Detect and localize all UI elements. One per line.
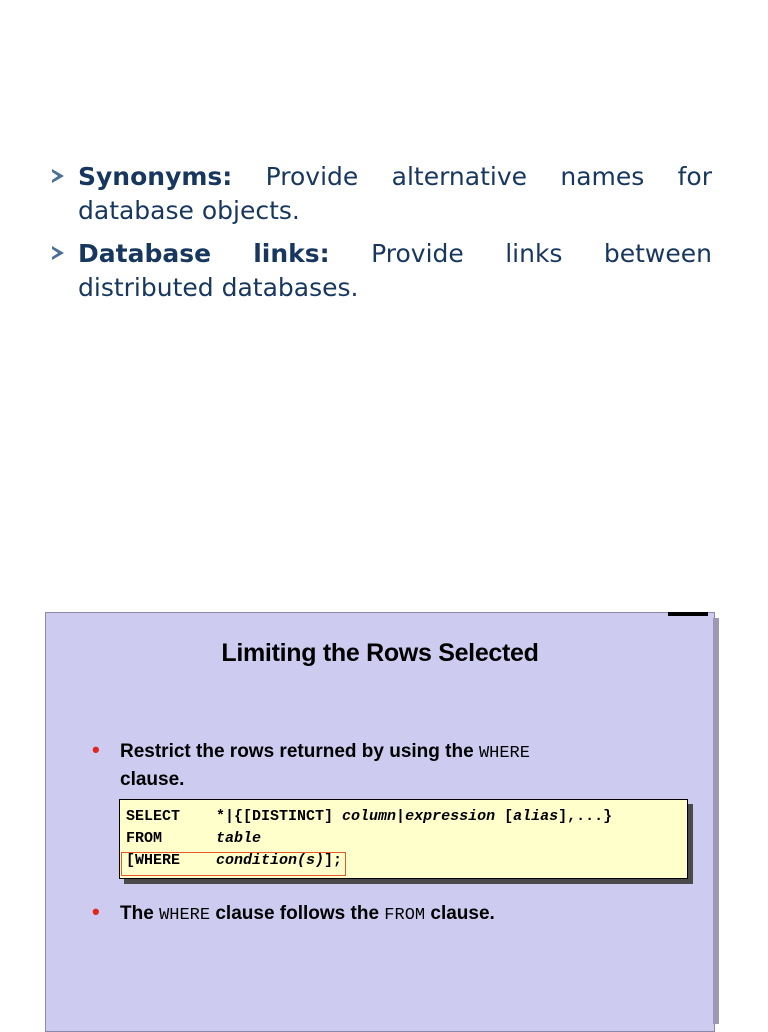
red-bullet-icon: • [92,737,100,762]
code-keyword: WHERE [478,744,530,763]
slide-bullet-where-follows: • The WHERE clause follows the FROM clause. [92,899,495,925]
code-keyword: FROM [384,906,426,925]
notes-list [50,160,712,314]
where-highlight-box [121,852,346,876]
code-line-where: [WHERE condition(s)]; [126,852,343,869]
slide-corner-tab [668,612,708,616]
term-description: Provide alternative names for database objects. [78,162,712,225]
list-item [50,237,712,305]
syntax-code-box [119,799,688,879]
code-line-from: FROM table [126,830,262,847]
term-synonyms: Synonyms: [78,162,233,191]
red-bullet-icon: • [92,899,100,924]
term-description: Provide links between distributed databases. [78,239,712,302]
slide-bullet-restrict: • Restrict the rows returned by using the WHERE clause. [92,737,530,790]
arrow-bullet-icon [52,169,64,183]
slide-title: Limiting the Rows Selected [221,639,539,667]
slide-edge-shadow [713,618,719,1024]
list-item [50,160,712,228]
embedded-slide [45,612,715,1032]
term-database-links: Database links: [78,239,330,268]
code-line-select: SELECT *|{[DISTINCT] column|expression [alias],...} [126,808,613,825]
code-keyword: WHERE [159,906,211,925]
arrow-bullet-icon [52,246,64,260]
